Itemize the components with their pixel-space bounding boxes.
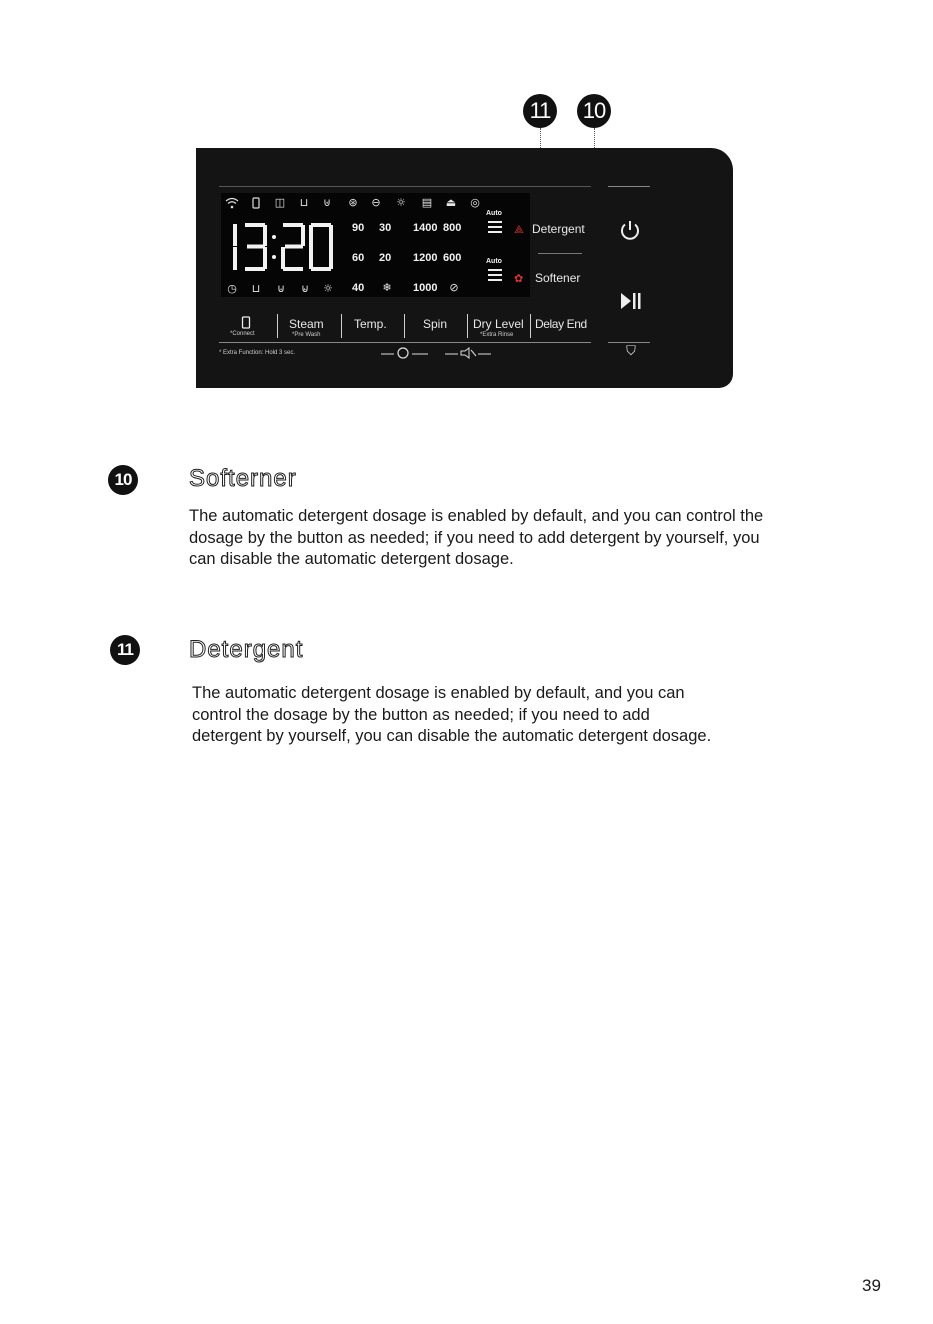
section-11-title: Detergent	[189, 636, 304, 663]
callout-10: 10	[577, 94, 611, 128]
snowflake-icon: ❄	[382, 281, 392, 294]
no-spin-icon: ⊘	[449, 281, 459, 294]
child-lock-combo-icon	[380, 346, 430, 360]
temp-40: 40	[352, 282, 365, 294]
panel-right-bottom-divider	[608, 342, 650, 343]
section-11-line-2: control the dosage by the button as needed; if you need to add	[192, 705, 650, 724]
synthetic-icon: ⊖	[371, 196, 381, 209]
dry-level-button[interactable]: Dry Level	[473, 317, 524, 331]
section-10-title: Softerner	[189, 465, 297, 492]
connect-button[interactable]	[241, 316, 251, 329]
time-display	[225, 222, 337, 272]
softener-auto-label: Auto	[486, 258, 502, 265]
shirt-icon[interactable]: ⛉	[626, 344, 636, 359]
power-button[interactable]	[619, 219, 641, 241]
mix-icon: ⊎	[322, 196, 332, 209]
steam-sub-label: *Pre Wash	[292, 332, 321, 338]
mute-combo-icon	[444, 346, 492, 360]
spin-1400: 1400	[413, 222, 438, 234]
extra-function-note: * Extra Function: Hold 3 sec.	[219, 350, 296, 356]
button-separator	[277, 314, 278, 338]
sun-bottom-icon: ☼	[323, 282, 333, 295]
detergent-level-bars	[488, 221, 502, 236]
temp-60: 60	[352, 252, 365, 264]
basin-icon: ⊔	[299, 196, 309, 209]
spin-600: 600	[443, 252, 462, 264]
start-pause-button[interactable]	[620, 291, 642, 311]
section-10-line-1: The automatic detergent dosage is enabled by default, and you can control the	[189, 507, 764, 525]
temp-30: 30	[379, 222, 392, 234]
section-11-body	[192, 683, 872, 748]
section-10-line-2: dosage by the button as needed; if you need to add detergent by yourself, you	[189, 528, 760, 547]
spin-800: 800	[443, 222, 462, 234]
section-10-body	[189, 506, 869, 571]
dry-level-sub-label: *Extra Rinse	[480, 332, 514, 338]
detergent-softener-divider	[538, 253, 582, 254]
wifi-icon	[225, 197, 239, 209]
detergent-auto-label: Auto	[486, 210, 502, 217]
spin-button[interactable]: Spin	[423, 317, 448, 331]
cotton-icon: ◫	[274, 196, 286, 209]
iron-icon: ⏏	[445, 196, 457, 209]
section-10-line-3: can disable the automatic detergent dosage.	[189, 550, 514, 568]
drum-clean-icon: ◎	[470, 196, 480, 209]
section-11-badge: 11	[110, 635, 140, 665]
panel-bottom-divider	[219, 342, 591, 343]
softener-icon: ✿	[514, 272, 524, 285]
button-separator	[530, 314, 531, 338]
callout-11: 11	[523, 94, 557, 128]
section-10-badge: 10	[108, 465, 138, 495]
connect-sub-label: *Connect	[230, 331, 255, 337]
section-11-line-1: The automatic detergent dosage is enabled by default, and you can	[192, 684, 685, 702]
softener-button[interactable]: Softener	[535, 271, 581, 285]
tub-bottom-icon: ⊔	[251, 282, 261, 295]
spin-1200: 1200	[413, 252, 438, 264]
delay-end-button[interactable]: Delay End	[535, 317, 587, 331]
detergent-icon: ⟁	[514, 223, 524, 236]
page-number: 39	[862, 1276, 881, 1295]
temp-20: 20	[379, 252, 392, 264]
temp-90: 90	[352, 222, 365, 234]
button-separator	[341, 314, 342, 338]
wash-icon: ⊌	[300, 282, 310, 295]
steam-button[interactable]: Steam	[289, 317, 324, 331]
button-separator	[467, 314, 468, 338]
clock-icon: ◷	[227, 282, 237, 295]
temp-button[interactable]: Temp.	[354, 317, 387, 331]
panel-top-divider	[219, 186, 591, 187]
bowl-icon: ⊍	[276, 282, 286, 295]
baby-icon: ⊛	[348, 196, 358, 209]
softener-level-bars	[488, 269, 502, 284]
sun-icon: ☼	[396, 196, 406, 209]
tub-icon: ▤	[421, 196, 433, 209]
button-separator	[404, 314, 405, 338]
spin-1000: 1000	[413, 282, 438, 294]
phone-icon	[251, 197, 261, 209]
panel-right-top-divider	[608, 186, 650, 187]
section-11-line-3: detergent by yourself, you can disable the automatic detergent dosage.	[192, 727, 712, 745]
detergent-button[interactable]: Detergent	[532, 222, 585, 236]
